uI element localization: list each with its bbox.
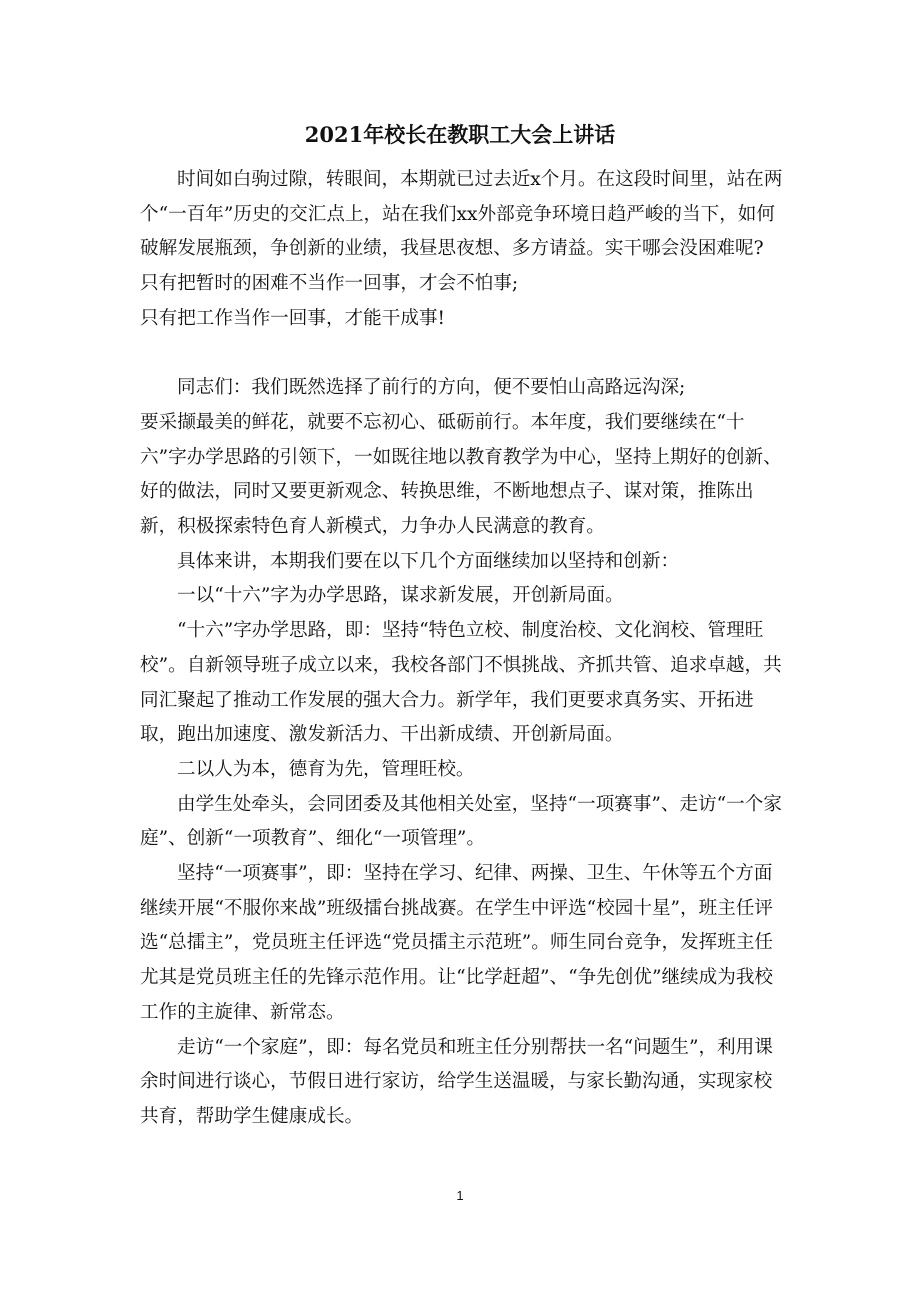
paragraph-line-work: 只有把工作当作一回事，才能干成事! — [140, 307, 445, 329]
paragraph-line-difficulty: 只有把暂时的困难不当作一回事，才会不怕事; — [140, 273, 519, 295]
paragraph-competition: 坚持“一项赛事”，即：坚持在学习、纪律、两操、卫生、午休等五个方面继续开展“不服你来战”班级擂台挑战赛。在学生中评选“校园十星”，班主任评选“总擂主”，党员班主任评选“党员擂主示范班”。师生同台竞争，发挥班主任尤其是党员班主任的先锋示范作用。让“比学赶超”、“争先创优”继续成为我校工作的主旋律、新常态。 — [140, 863, 774, 1023]
paragraph-annual-plan: 要采撷最美的鲜花，就要不忘初心、砥砺前行。本年度，我们要继续在“十六”字办学思路的引领下，一如既往地以教育教学为中心，坚持上期好的创新、好的做法，同时又要更新观念、转换思维，不断地想点子、谋对策，推陈出新，积极探索特色育人新模式，力争办人民满意的教育。 — [140, 411, 782, 538]
paragraph-student-office: 由学生处牵头，会同团委及其他相关处室，坚持“一项赛事”、走访“一个家庭”、创新“一项教育”、细化“一项管理”。 — [140, 793, 782, 850]
page-number: 1 — [456, 1188, 464, 1203]
paragraph-family-visit: 走访“一个家庭”，即：每名党员和班主任分别帮扶一名“问题生”，利用课余时间进行谈心，节假日进行家访，给学生送温暖，与家长勤沟通，实现家校共育，帮助学生健康成长。 — [140, 1036, 773, 1127]
paragraph-opening: 时间如白驹过隙，转眼间，本期就已过去近x个月。在这段时间里，站在两个“一百年”历史的交汇点上，站在我们xx外部竞争环境日趋严峻的当下，如何破解发展瓶颈，争创新的业绩，我昼思夜想、多方请益。实干哪会没困难呢? — [140, 169, 783, 260]
paragraph-comrades: 同志们：我们既然选择了前行的方向，便不要怕山高路远沟深; — [177, 377, 686, 399]
paragraph-heading-one: 一以“十六”字为办学思路，谋求新发展，开创新局面。 — [177, 585, 624, 607]
paragraph-blank — [140, 337, 785, 372]
document-title: 2021年校长在教职工大会上讲话 — [304, 122, 616, 147]
paragraph-heading-two: 二以人为本，德育为先，管理旺校。 — [177, 758, 475, 780]
document-body — [140, 163, 785, 1135]
paragraph-specifics: 具体来讲，本期我们要在以下几个方面继续加以坚持和创新： — [177, 550, 680, 572]
paragraph-sixteen-characters: “十六”字办学思路，即：坚持“特色立校、制度治校、文化润校、管理旺校”。自新领导班子成立以来，我校各部门不惧挑战、齐抓共管、追求卓越，共同汇聚起了推动工作发展的强大合力。新学年，我们更要求真务实、开拓进取，跑出加速度、激发新活力、干出新成绩、开创新局面。 — [140, 620, 782, 746]
